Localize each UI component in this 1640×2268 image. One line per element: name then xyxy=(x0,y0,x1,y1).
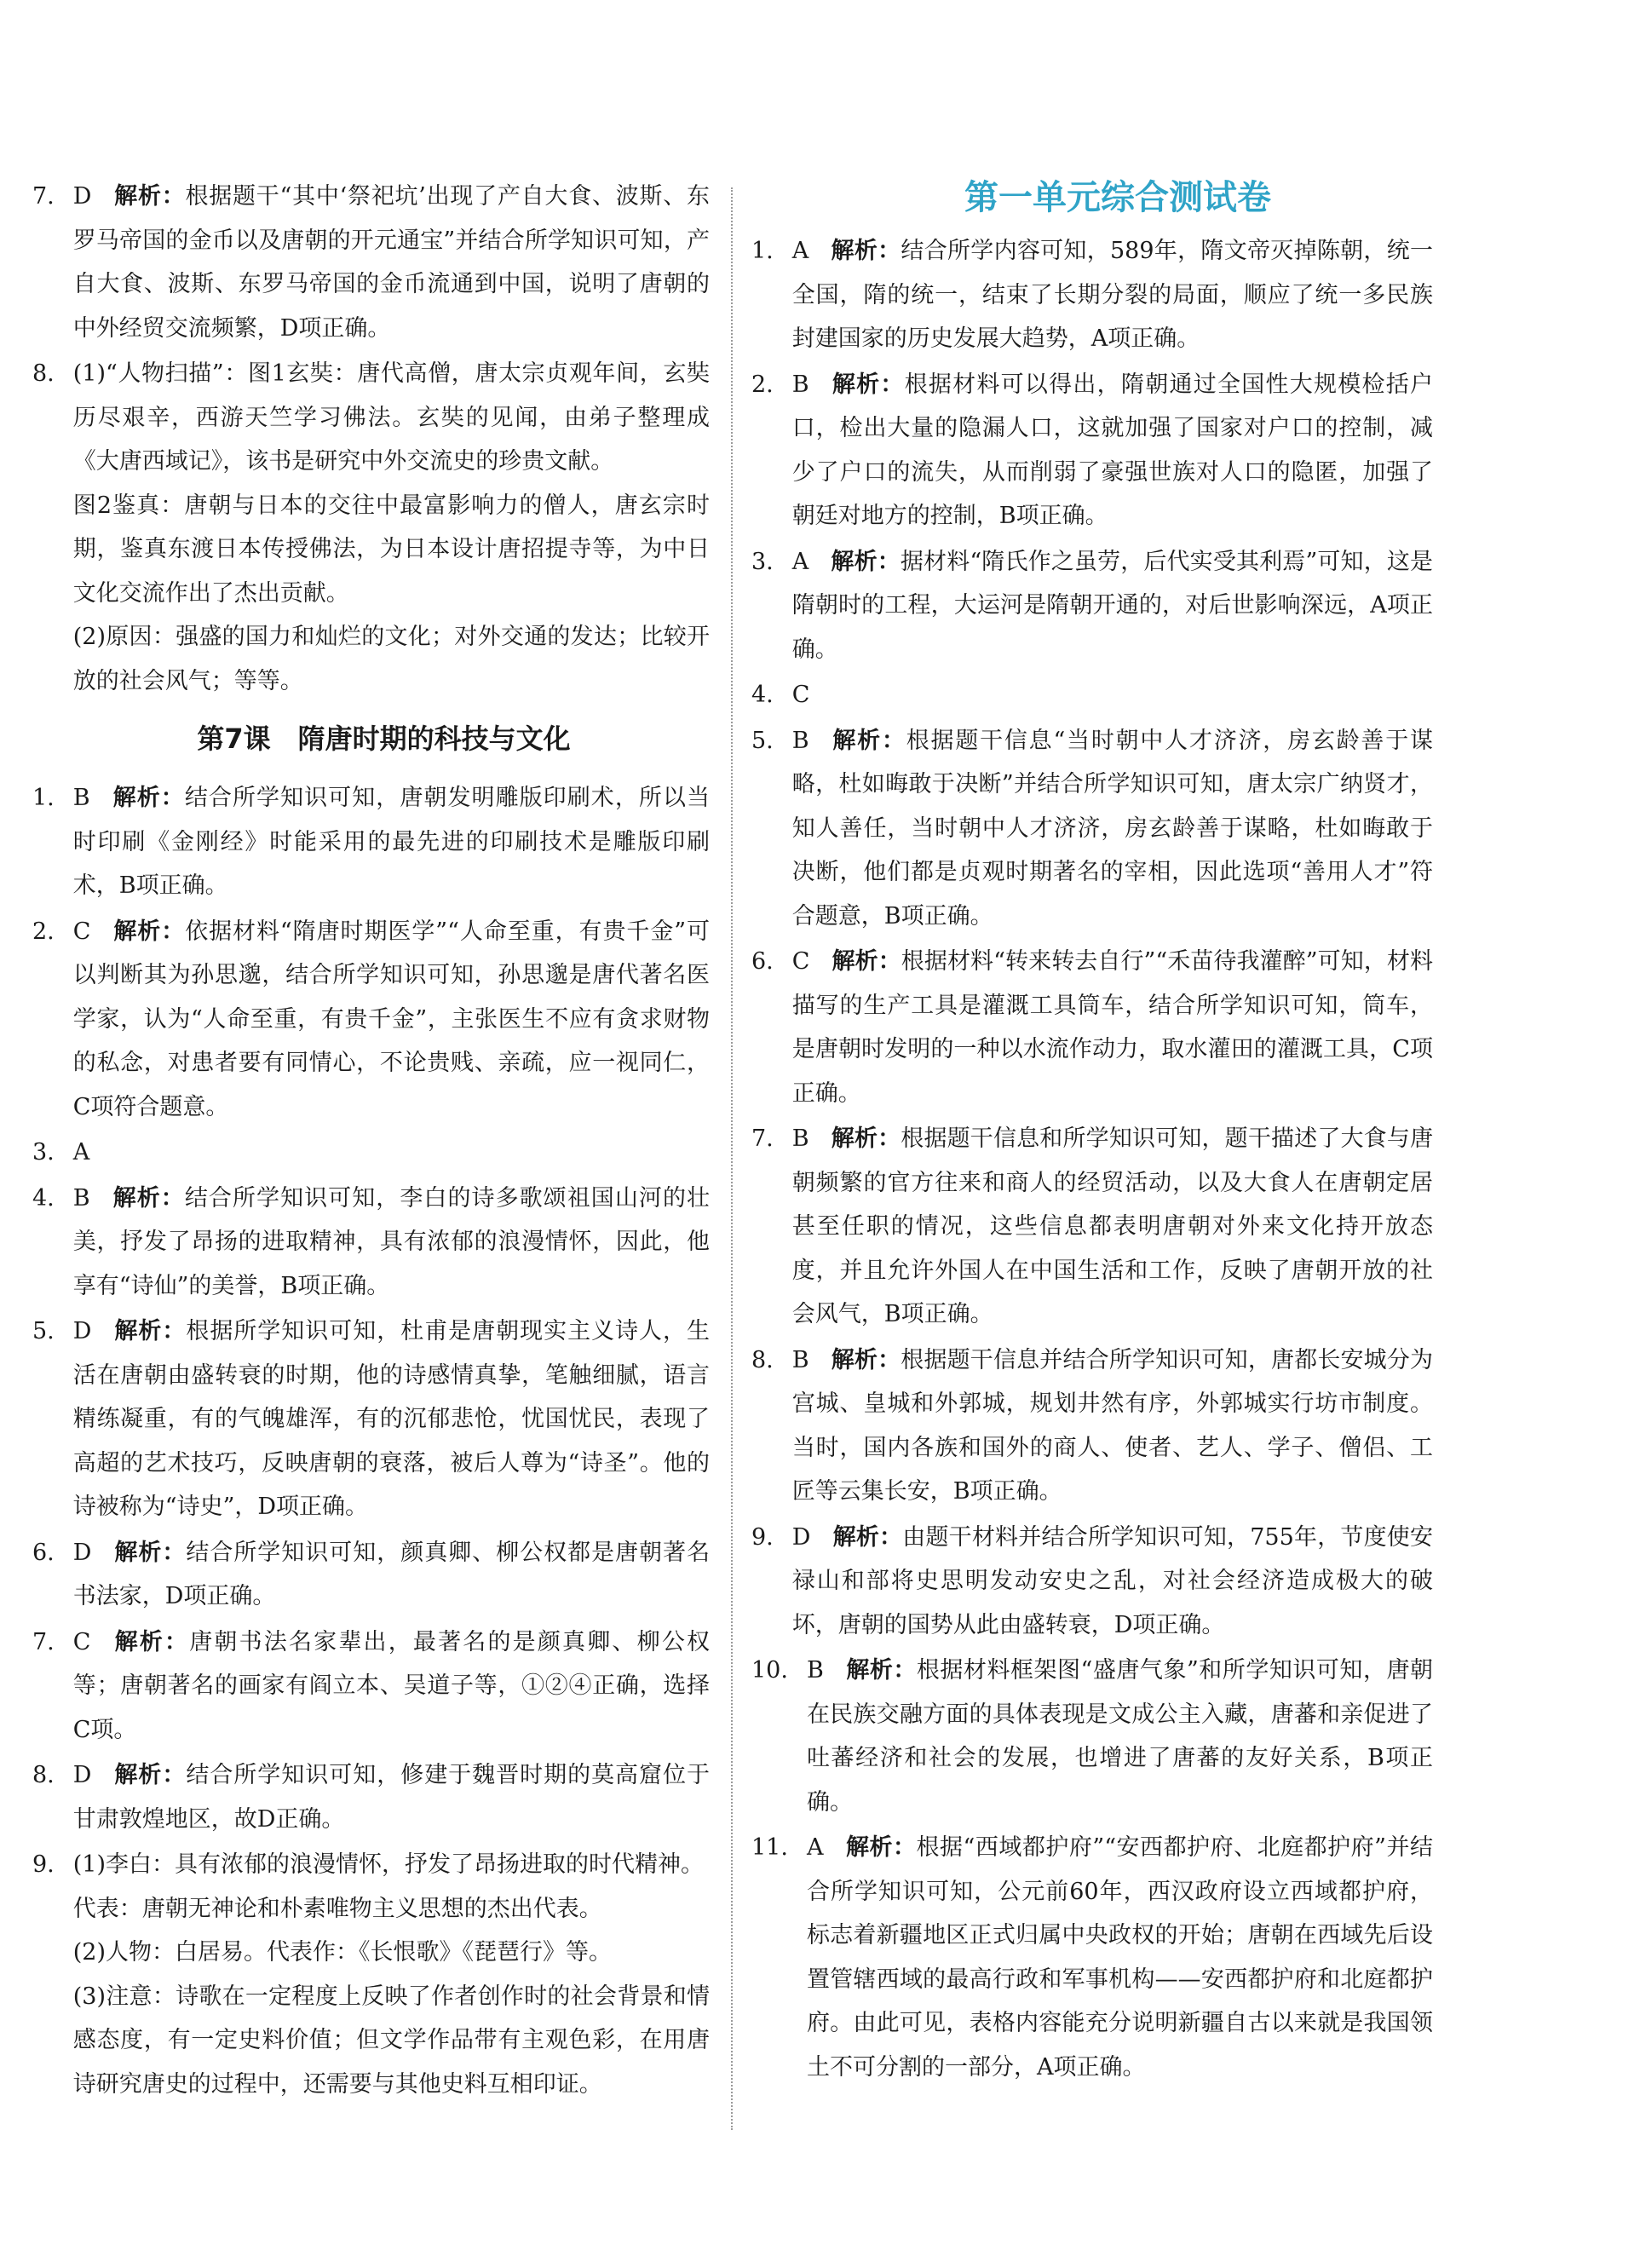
answer-item xyxy=(32,1131,710,1175)
answer-letter: B xyxy=(791,371,809,398)
item-number: 8. xyxy=(32,1762,55,1788)
item-body xyxy=(792,1338,1433,1514)
item-number: 7. xyxy=(32,1628,55,1655)
answer-item xyxy=(32,1753,710,1841)
answer-paragraph: 图2鉴真：唐朝与日本的交往中最富影响力的僧人，唐玄宗时期，鉴真东渡日本传授佛法，为日本设计唐招提寺等，为中日文化交流作出了杰出贡献。 xyxy=(72,492,710,607)
item-body xyxy=(73,910,710,1130)
answer-item xyxy=(751,1826,1433,2089)
item-number: 6. xyxy=(751,948,774,975)
analysis-label: 解析： xyxy=(113,1539,187,1566)
analysis-text: 由题干材料并结合所学知识可知，755年，节度使安禄山和部将史思明发动安史之乱，对社会经济造成极大的破坏，唐朝的国势从此由盛转衰，D项正确。 xyxy=(791,1523,1433,1638)
answer-item xyxy=(32,175,710,350)
item-body xyxy=(73,1620,710,1753)
analysis-text: 根据“西域都护府”“安西都护府、北庭都护府”并结合所学知识可知，公元前60年，西汉政府设立西域都护府，标志着新疆地区正式归属中央政权的开始；唐朝在西域先后设置管辖西域的最高行政和军事机构——安西都护府和北庭都护府。由此可见，表格内容能充分说明新疆自古以来就是我国领土不可分割的一部分，A项正确。 xyxy=(806,1834,1434,2081)
answer-letter: D xyxy=(72,183,92,210)
item-number: 6. xyxy=(32,1539,55,1566)
item-body xyxy=(73,1310,710,1529)
answer-item xyxy=(32,1531,710,1619)
right-column xyxy=(751,175,1433,2091)
item-number: 11. xyxy=(751,1834,788,1861)
analysis-label: 解析： xyxy=(112,918,186,945)
item-number: 7. xyxy=(32,183,55,210)
analysis-text: 结合所学知识可知，颜真卿、柳公权都是唐朝著名书法家，D项正确。 xyxy=(72,1539,711,1609)
answer-letter: A xyxy=(806,1834,824,1861)
left-column xyxy=(32,175,710,2108)
answer-letter: A xyxy=(791,238,809,264)
answer-item xyxy=(751,1117,1433,1337)
answer-letter: B xyxy=(72,1184,90,1212)
column-divider xyxy=(731,187,733,2130)
item-body xyxy=(792,1117,1433,1337)
answer-letter: B xyxy=(791,1346,809,1373)
answer-item xyxy=(751,540,1433,672)
analysis-text: 根据材料“转来转去自行”“禾苗待我灌醉”可知，材料描写的生产工具是灌溉工具筒车，结合所学知识可知，筒车，是唐朝时发明的一种以水流作动力，取水灌田的灌溉工具，C项正确。 xyxy=(791,948,1434,1107)
analysis-text: 根据材料框架图“盛唐气象”和所学知识可知，唐朝在民族交融方面的具体表现是文成公主入藏，唐蕃和亲促进了吐蕃经济和社会的发展，也增进了唐蕃的友好关系，B项正确。 xyxy=(806,1657,1433,1816)
answer-item xyxy=(32,1310,710,1529)
answer-paragraph: (1)“人物扫描”：图1玄奘：唐代高僧，唐太宗贞观年间，玄奘历尽艰辛，西游天竺学习佛法。玄奘的见闻，由弟子整理成《大唐西域记》，该书是研究中外交流史的珍贵文献。 xyxy=(72,360,710,475)
answer-letter: B xyxy=(791,727,809,754)
analysis-text: 根据材料可以得出，隋朝通过全国性大规模检括户口，检出大量的隐漏人口，这就加强了国家对户口的控制，减少了户口的流失，从而削弱了豪强世族对人口的隐匿，加强了朝廷对地方的控制，B项正确。 xyxy=(791,371,1434,529)
analysis-text: 根据题干信息“当时朝中人才济济，房玄龄善于谋略，杜如晦敢于决断”并结合所学知识可知，唐太宗广纳贤才，知人善任，当时朝中人才济济，房玄龄善于谋略，杜如晦敢于决断，他们都是贞观时期著名的宰相，因此选项“善用人才”符合题意，B项正确。 xyxy=(791,727,1433,930)
analysis-label: 解析： xyxy=(112,1628,190,1655)
answer-letter: D xyxy=(72,1318,92,1344)
analysis-label: 解析： xyxy=(831,727,906,754)
analysis-text: 根据所学知识可知，杜甫是唐朝现实主义诗人，生活在唐朝由盛转衰的时期，他的诗感情真挚，笔触细腻，语言精练凝重，有的气魄雄浑，有的沉郁悲怆，忧国忧民，表现了高超的艺术技巧，反映唐朝的衰落，被后人尊为“诗圣”。他的诗被称为“诗史”，D项正确。 xyxy=(72,1318,711,1520)
answer-item xyxy=(751,940,1433,1115)
analysis-label: 解析： xyxy=(113,1762,187,1788)
analysis-text: 根据题干信息并结合所学知识可知，唐都长安城分为宫城、皇城和外郭城，规划井然有序，外郭城实行坊市制度。当时，国内各族和国外的商人、使者、艺人、学子、僧侣、工匠等云集长安，B项正确。 xyxy=(791,1346,1434,1505)
answer-letter: C xyxy=(72,918,91,945)
answer-letter: B xyxy=(791,1125,809,1152)
item-body xyxy=(792,719,1433,939)
item-number: 2. xyxy=(32,918,55,945)
analysis-text: 依据材料“隋唐时期医学”“人命至重，有贵千金”可以判断其为孙思邈，结合所学知识可知，孙思邈是唐代著名医学家，认为“人命至重，有贵千金”，主张医生不应有贪求财物的私念，对患者要有同情心，不论贵贱、亲疏，应一视同仁，C项符合题意。 xyxy=(72,918,710,1120)
item-number: 8. xyxy=(751,1346,774,1373)
answer-letter: C xyxy=(791,682,810,708)
unit-title: 第一单元综合测试卷 xyxy=(964,178,1271,217)
analysis-label: 解析： xyxy=(113,1318,187,1344)
answer-item xyxy=(32,1177,710,1309)
answer-item xyxy=(751,673,1433,717)
answer-letter: D xyxy=(72,1762,92,1788)
item-number: 10. xyxy=(751,1657,788,1684)
answer-paragraph: (2)人物：白居易。代表作：《长恨歌》《琵琶行》等。 xyxy=(72,1939,613,1966)
item-number: 4. xyxy=(32,1184,55,1212)
item-number: 8. xyxy=(32,360,55,387)
answer-letter: D xyxy=(72,1539,92,1566)
answer-item xyxy=(32,910,710,1130)
answer-item xyxy=(751,1516,1433,1648)
answer-paragraph: (1)李白：具有浓郁的浪漫情怀，抒发了昂扬进取的时代精神。 xyxy=(72,1851,705,1878)
analysis-text: 结合所学内容可知，589年，隋文帝灭掉陈朝，统一全国，隋的统一，结束了长期分裂的局面，顺应了统一多民族封建国家的历史发展大趋势，A项正确。 xyxy=(791,238,1433,352)
item-number: 5. xyxy=(32,1318,55,1344)
analysis-text: 唐朝书法名家辈出，最著名的是颜真卿、柳公权等；唐朝著名的画家有阎立本、吴道子等，①②④正确，选择C项。 xyxy=(72,1628,711,1743)
item-body xyxy=(73,1531,710,1619)
item-body xyxy=(73,776,710,908)
item-number: 7. xyxy=(751,1125,774,1152)
item-number: 1. xyxy=(751,238,774,264)
analysis-text: 结合所学知识可知，李白的诗多歌颂祖国山河的壮美，抒发了昂扬的进取精神，具有浓郁的浪漫情怀，因此，他享有“诗仙”的美誉，B项正确。 xyxy=(72,1184,711,1299)
answer-letter: C xyxy=(791,948,810,975)
item-number: 9. xyxy=(32,1851,55,1878)
answer-item xyxy=(32,352,710,703)
item-body xyxy=(792,229,1433,361)
answer-item xyxy=(751,719,1433,939)
item-body xyxy=(792,1516,1433,1648)
item-body xyxy=(792,363,1433,538)
answer-letter: A xyxy=(72,1139,90,1166)
analysis-label: 解析： xyxy=(831,1346,901,1373)
analysis-label: 解析： xyxy=(831,238,901,264)
item-body xyxy=(73,175,710,350)
item-number: 5. xyxy=(751,727,774,754)
item-body xyxy=(807,1649,1433,1824)
analysis-label: 解析： xyxy=(845,1657,917,1684)
analysis-label: 解析： xyxy=(832,948,901,975)
analysis-text: 结合所学知识可知，修建于魏晋时期的莫高窟位于甘肃敦煌地区，故D正确。 xyxy=(72,1762,711,1833)
answer-item xyxy=(32,1620,710,1753)
answer-item xyxy=(32,776,710,908)
analysis-label: 解析： xyxy=(831,371,905,398)
analysis-label: 解析： xyxy=(112,785,185,811)
analysis-label: 解析： xyxy=(112,1184,185,1212)
item-number: 3. xyxy=(32,1139,55,1166)
analysis-text: 根据题干“其中‘祭祀坑’出现了产自大食、波斯、东罗马帝国的金币以及唐朝的开元通宝”并结合所学知识可知，产自大食、波斯、东罗马帝国的金币流通到中国，说明了唐朝的中外经贸交流频繁，D项正确。 xyxy=(72,183,711,342)
item-body xyxy=(73,1753,710,1841)
item-body xyxy=(73,1131,710,1175)
answer-item xyxy=(751,1649,1433,1824)
item-body xyxy=(792,940,1433,1115)
analysis-text: 据材料“隋氏作之虽劳，后代实受其利焉”可知，这是隋朝时的工程，大运河是隋朝开通的，对后世影响深远，A项正确。 xyxy=(791,548,1434,663)
answer-letter: D xyxy=(791,1523,811,1551)
answer-letter: B xyxy=(806,1657,824,1684)
answer-paragraph: 代表：唐朝无神论和朴素唯物主义思想的杰出代表。 xyxy=(72,1895,602,1922)
analysis-label: 解析： xyxy=(845,1834,917,1861)
item-body xyxy=(73,1843,710,2106)
item-number: 3. xyxy=(751,548,774,575)
item-number: 4. xyxy=(751,682,774,708)
answer-item xyxy=(751,363,1433,538)
item-number: 1. xyxy=(32,785,55,811)
analysis-label: 解析： xyxy=(832,1523,903,1551)
analysis-label: 解析： xyxy=(831,1125,901,1152)
answer-letter: B xyxy=(72,785,90,811)
analysis-label: 解析： xyxy=(831,548,901,575)
item-number: 2. xyxy=(751,371,774,398)
item-number: 9. xyxy=(751,1523,774,1551)
answer-paragraph: (3)注意：诗歌在一定程度上反映了作者创作时的社会背景和情感态度，有一定史料价值；但文学作品带有主观色彩，在用唐诗研究唐史的过程中，还需要与其他史料互相印证。 xyxy=(72,1983,710,2098)
lesson-title: 第7课 隋唐时期的科技与文化 xyxy=(197,722,571,755)
item-body xyxy=(792,673,1433,717)
analysis-label: 解析： xyxy=(113,183,186,210)
item-body xyxy=(73,1177,710,1309)
item-body xyxy=(807,1826,1433,2089)
answer-paragraph: (2)原因：强盛的国力和灿烂的文化；对外交通的发达；比较开放的社会风气；等等。 xyxy=(72,624,710,694)
answer-letter: C xyxy=(72,1628,91,1655)
item-body xyxy=(73,352,710,703)
answer-item xyxy=(751,1338,1433,1514)
analysis-text: 结合所学知识可知，唐朝发明雕版印刷术，所以当时印刷《金刚经》时能采用的最先进的印刷技术是雕版印刷术，B项正确。 xyxy=(72,785,711,899)
answer-item xyxy=(32,1843,710,2106)
analysis-text: 根据题干信息和所学知识可知，题干描述了大食与唐朝频繁的官方往来和商人的经贸活动，以及大食人在唐朝定居甚至任职的情况，这些信息都表明唐朝对外来文化持开放态度，并且允许外国人在中国生活和工作，反映了唐朝开放的社会风气，B项正确。 xyxy=(791,1125,1434,1327)
item-body xyxy=(792,540,1433,672)
answer-letter: A xyxy=(791,548,809,575)
answer-item xyxy=(751,229,1433,361)
